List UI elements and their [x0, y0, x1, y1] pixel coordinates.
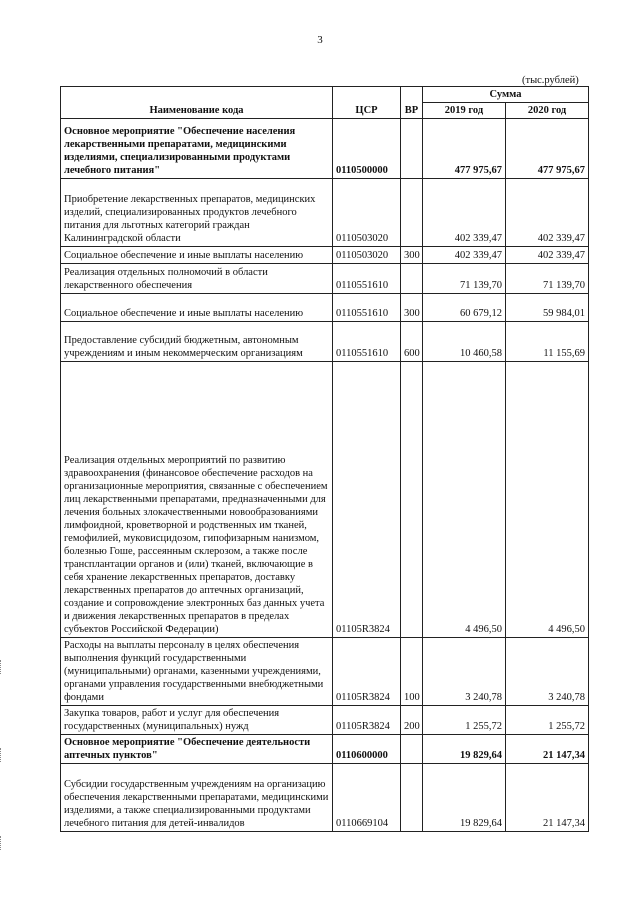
header-vr: ВР — [401, 87, 423, 119]
header-csr: ЦСР — [333, 87, 401, 119]
row-2019-cell: 4 496,50 — [423, 362, 506, 638]
row-vr-cell: 300 — [401, 247, 423, 264]
row-csr-cell: 01105R3824 — [333, 706, 401, 735]
row-2020-cell: 11 155,69 — [506, 322, 589, 362]
row-2020-cell: 4 496,50 — [506, 362, 589, 638]
header-name: Наименование кода — [61, 87, 333, 119]
table-body — [61, 119, 589, 832]
row-name-cell: Основное мероприятие "Обеспечение деятельности аптечных пунктов" — [61, 735, 333, 764]
table-row — [61, 706, 589, 735]
row-csr-cell: 0110551610 — [333, 294, 401, 322]
row-name-cell: Расходы на выплаты персоналу в целях обеспечения выполнения функций государственными (муниципальными) органами, казенными учреждениями, органами управления государственными внебюджетными фондами — [61, 638, 333, 706]
row-csr-cell: 0110500000 — [333, 119, 401, 179]
row-name-cell: Основное мероприятие "Обеспечение населения лекарственными препаратами, медицинскими изделиями, специализированными продуктами лечебного питания" — [61, 119, 333, 179]
row-2019-cell: 477 975,67 — [423, 119, 506, 179]
table-row — [61, 264, 589, 294]
margin-mark — [0, 660, 4, 674]
row-2020-cell: 3 240,78 — [506, 638, 589, 706]
table-row — [61, 764, 589, 832]
row-csr-cell: 01105R3824 — [333, 362, 401, 638]
row-2019-cell: 402 339,47 — [423, 179, 506, 247]
row-name-cell: Субсидии государственным учреждениям на организацию обеспечения лекарственными препаратами, медицинскими изделиями, а также специализированными продуктами лечебного питания для детей-инвалидов — [61, 764, 333, 832]
header-2020: 2020 год — [506, 103, 589, 119]
row-csr-cell: 0110503020 — [333, 247, 401, 264]
row-name-cell: Социальное обеспечение и иные выплаты населению — [61, 294, 333, 322]
row-name-cell: Реализация отдельных полномочий в области лекарственного обеспечения — [61, 264, 333, 294]
row-2020-cell: 21 147,34 — [506, 764, 589, 832]
row-vr-cell: 200 — [401, 706, 423, 735]
margin-mark — [0, 748, 4, 762]
row-vr-cell: 600 — [401, 322, 423, 362]
row-2019-cell: 19 829,64 — [423, 735, 506, 764]
row-name-cell: Социальное обеспечение и иные выплаты населению — [61, 247, 333, 264]
row-name-cell: Реализация отдельных мероприятий по развитию здравоохранения (финансовое обеспечение расходов на организационные мероприятия, связанные с обеспечением лиц лекарственными препаратами, предназначенными для лечения больных злокачественными новообразованиями лимфоидной, кроветворной и родственных им тканей, гемофилией, муковисцидозом, гипофизарным нанизмом, болезнью Гоше, рассеянным склерозом, а также после трансплантации органов и (или) тканей, включающие в себя хранение лекарственных препаратов, доставку лекарственных препаратов до аптечных организаций, создание и сопровождение электронных баз данных учета и движения лекарственных препаратов в пределах субъектов Российской Федерации) — [61, 362, 333, 638]
table-row — [61, 119, 589, 179]
row-2020-cell: 402 339,47 — [506, 179, 589, 247]
row-csr-cell: 0110600000 — [333, 735, 401, 764]
row-2019-cell: 19 829,64 — [423, 764, 506, 832]
row-name-cell: Закупка товаров, работ и услуг для обеспечения государственных (муниципальных) нужд — [61, 706, 333, 735]
row-vr-cell: 300 — [401, 294, 423, 322]
header-sum: Сумма — [423, 87, 589, 103]
row-2019-cell: 3 240,78 — [423, 638, 506, 706]
row-vr-cell — [401, 764, 423, 832]
budget-table — [60, 86, 589, 832]
row-csr-cell: 0110551610 — [333, 264, 401, 294]
row-2019-cell: 10 460,58 — [423, 322, 506, 362]
row-vr-cell: 100 — [401, 638, 423, 706]
row-vr-cell — [401, 179, 423, 247]
units-label: (тыс.рублей) — [522, 75, 579, 86]
row-vr-cell — [401, 264, 423, 294]
row-2020-cell: 402 339,47 — [506, 247, 589, 264]
row-2019-cell: 60 679,12 — [423, 294, 506, 322]
table-row — [61, 179, 589, 247]
row-csr-cell: 01105R3824 — [333, 638, 401, 706]
table-row — [61, 735, 589, 764]
row-2020-cell: 21 147,34 — [506, 735, 589, 764]
row-vr-cell — [401, 735, 423, 764]
row-2020-cell: 477 975,67 — [506, 119, 589, 179]
row-vr-cell — [401, 362, 423, 638]
row-2020-cell: 1 255,72 — [506, 706, 589, 735]
row-csr-cell: 0110503020 — [333, 179, 401, 247]
table-row — [61, 638, 589, 706]
row-2019-cell: 71 139,70 — [423, 264, 506, 294]
margin-mark — [0, 836, 4, 850]
header-2019: 2019 год — [423, 103, 506, 119]
row-2020-cell: 59 984,01 — [506, 294, 589, 322]
header-row-1 — [61, 87, 589, 103]
row-name-cell: Предоставление субсидий бюджетным, автономным учреждениям и иным некоммерческим организациям — [61, 322, 333, 362]
row-2019-cell: 1 255,72 — [423, 706, 506, 735]
row-vr-cell — [401, 119, 423, 179]
table-row — [61, 247, 589, 264]
row-2019-cell: 402 339,47 — [423, 247, 506, 264]
page-number: 3 — [317, 34, 323, 46]
table-row — [61, 322, 589, 362]
row-csr-cell: 0110551610 — [333, 322, 401, 362]
table-row — [61, 294, 589, 322]
row-csr-cell: 0110669104 — [333, 764, 401, 832]
row-2020-cell: 71 139,70 — [506, 264, 589, 294]
table-row — [61, 362, 589, 638]
row-name-cell: Приобретение лекарственных препаратов, медицинских изделий, специализированных продуктов лечебного питания для льготных категорий граждан Калининградской области — [61, 179, 333, 247]
